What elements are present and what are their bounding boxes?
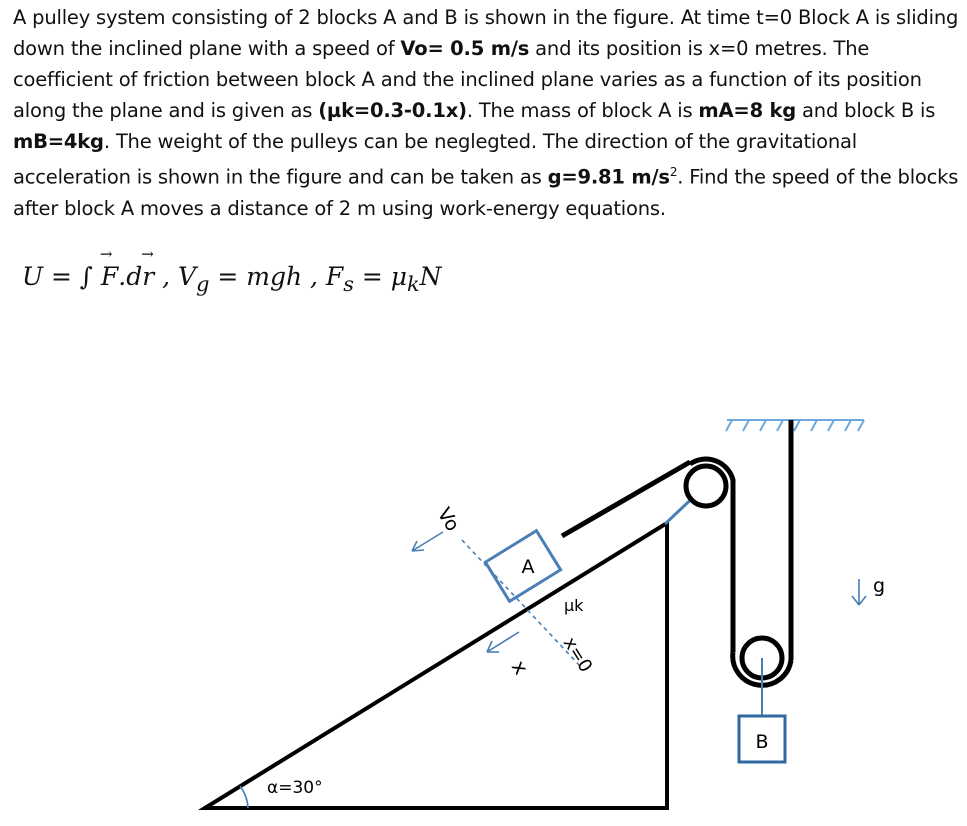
work-integral: U = ∫ [22, 262, 101, 291]
gravity-exponent: 2 [669, 165, 678, 179]
block-b-label: B [755, 731, 769, 753]
gravity-value: g=9.81 m/s [547, 165, 670, 189]
x-arrow [487, 632, 519, 652]
block-a-label: A [521, 556, 535, 578]
inclined-plane [205, 523, 667, 808]
problem-text-4: and block B is [796, 99, 936, 122]
mu-k-label: μk [564, 596, 584, 615]
gravity-arrow [852, 579, 866, 605]
problem-text-2: and its position is x=0 metres. The coefficient of friction between block A and the inclined plane varies as a function of its position along the plane and is given as [13, 37, 922, 122]
mass-a: mA=8 kg [698, 99, 797, 122]
potential-expression: = mgh , F [209, 262, 344, 291]
angle-arc [240, 786, 248, 808]
angle-label: α=30° [267, 778, 323, 798]
friction-coefficient-subscript: k [407, 272, 420, 296]
dr-prefix: .d [118, 262, 143, 291]
problem-text-6: . Find the speed of the blocks after block A moves a distance of 2 m using work-energy equations. [13, 165, 959, 220]
displacement-vector: → r [142, 262, 154, 291]
force-vector: → F [101, 262, 118, 291]
rope-a [562, 462, 690, 536]
friction-subscript: s [343, 272, 354, 296]
gravity-label: g [873, 575, 886, 597]
x-zero-label: x=0 [558, 633, 597, 677]
potential-symbol: , V [154, 262, 197, 291]
friction-coefficient: = μ [353, 262, 408, 291]
top-pulley [686, 466, 726, 506]
potential-subscript: g [196, 272, 210, 296]
friction-expression: (µk=0.3-0.1x) [318, 99, 467, 122]
normal-force: N [419, 262, 442, 291]
initial-speed-symbol: Vo [400, 37, 428, 60]
x-axis-label: x [506, 655, 534, 679]
ceiling-hatch [726, 420, 864, 431]
initial-speed-value: = 0.5 m/s [427, 37, 530, 60]
v0-arrow [412, 532, 443, 551]
problem-text-5: . The weight of the pulleys can be neglegted. The direction of the gravitational acceleration is shown in the figure and can be taken as [13, 130, 857, 189]
v0-label: Vo [432, 503, 464, 536]
mass-b: mB=4kg [13, 130, 104, 153]
problem-text-3: . The mass of block A is [466, 99, 699, 122]
problem-text-1: A pulley system consisting of 2 blocks A and B is shown in the figure. At time t=0 Block A is sliding down the inclined plane with a speed of [13, 6, 959, 60]
